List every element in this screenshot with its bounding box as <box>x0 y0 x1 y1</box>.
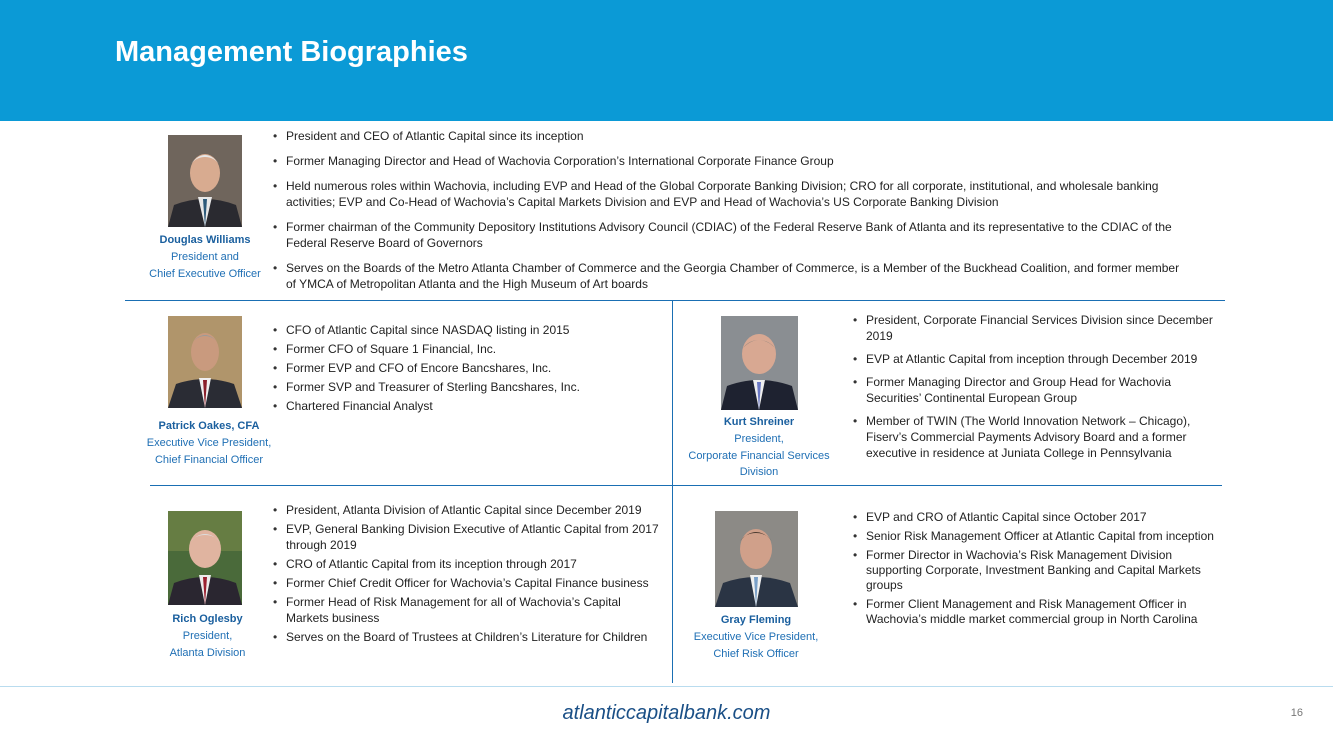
person-name: Rich Oglesby <box>172 613 243 625</box>
bio-bullet: • Former Chief Credit Officer for Wachovia’s Capital Finance business <box>273 575 666 591</box>
person-title: Chief Risk Officer <box>713 648 799 660</box>
rich-oglesby-bio <box>273 502 666 645</box>
bio-bullet: • Senior Risk Management Officer at Atlantic Capital from inception <box>853 529 1223 544</box>
bio-bullet: • CRO of Atlantic Capital from its inception through 2017 <box>273 556 666 572</box>
gray-fleming-bio <box>853 509 1223 627</box>
bio-bullet: • Former Client Management and Risk Management Officer in Wachovia’s middle market commercial group in North Carolina <box>853 597 1223 627</box>
bio-bullet: • CFO of Atlantic Capital since NASDAQ listing in 2015 <box>273 322 663 338</box>
page-number: 16 <box>1290 707 1303 719</box>
kurt-shreiner-photo <box>721 316 798 410</box>
footer-divider <box>0 686 1333 687</box>
header-banner <box>0 0 1333 121</box>
bio-bullet: • Former EVP and CFO of Encore Bancshares, Inc. <box>273 360 663 376</box>
person-title: President and <box>171 251 239 263</box>
gray-fleming-caption <box>686 612 826 663</box>
column-divider <box>672 301 673 683</box>
douglas-williams-caption <box>140 232 270 283</box>
footer-website: atlanticcapitalbank.com <box>562 702 771 724</box>
bio-bullet: • Former chairman of the Community Depository Institutions Advisory Council (CDIAC) of the Federal Reserve Bank of Atlanta and its representative to the CDIAC of the Federal Reserve Board of Governors <box>273 219 1188 251</box>
section-divider <box>125 300 1225 301</box>
bio-bullet: • Held numerous roles within Wachovia, including EVP and Head of the Global Corporate Banking Division; CRO for all corporate, institutional, and wholesale banking activities; EVP and Co-Head of Wachovia’s Capital Markets Division and EVP and Head of Wachovia’s US Corporate Banking Division <box>273 178 1188 210</box>
kurt-shreiner-caption <box>685 414 833 479</box>
bio-bullet: • President, Atlanta Division of Atlantic Capital since December 2019 <box>273 502 666 518</box>
person-title: Atlanta Division <box>169 647 246 659</box>
bio-bullet: • Former SVP and Treasurer of Sterling Bancshares, Inc. <box>273 379 663 395</box>
person-title: Division <box>739 466 779 478</box>
rich-oglesby-caption <box>140 611 275 662</box>
bio-bullet: • Member of TWIN (The World Innovation Network – Chicago), Fiserv’s Commercial Payments Advisory Board and a former executive in residence at Juniata College in Pennsylvania <box>853 413 1218 461</box>
patrick-oakes-photo <box>168 316 242 408</box>
person-name: Gray Fleming <box>720 614 792 626</box>
person-title: Chief Executive Officer <box>149 268 261 280</box>
bio-bullet: • Former Head of Risk Management for all of Wachovia’s Capital Markets business <box>273 594 666 626</box>
douglas-williams-photo <box>168 135 242 227</box>
person-title: President, <box>182 630 233 642</box>
person-title: President, <box>734 433 784 445</box>
bio-bullet: • Serves on the Board of Trustees at Children’s Literature for Children <box>273 629 666 645</box>
section-divider <box>150 485 1222 486</box>
bio-bullet: • President, Corporate Financial Services Division since December 2019 <box>853 312 1218 344</box>
douglas-williams-bio <box>273 128 1188 292</box>
person-name: Douglas Williams <box>159 234 251 246</box>
gray-fleming-photo <box>715 511 798 607</box>
patrick-oakes-bio <box>273 322 663 414</box>
bio-bullet: • President and CEO of Atlantic Capital since its inception <box>273 128 1188 144</box>
person-title: Chief Financial Officer <box>154 454 263 466</box>
bio-bullet: • Former CFO of Square 1 Financial, Inc. <box>273 341 663 357</box>
person-name: Patrick Oakes, CFA <box>158 420 260 432</box>
bio-bullet: • Former Managing Director and Group Head for Wachovia Securities’ Continental European Group <box>853 374 1218 406</box>
bio-bullet: • EVP at Atlantic Capital from inception through December 2019 <box>853 351 1218 367</box>
person-title: Corporate Financial Services <box>688 450 830 462</box>
bio-bullet: • Former Director in Wachovia’s Risk Management Division supporting Corporate, Investment Banking and Capital Markets groups <box>853 548 1223 593</box>
bio-bullet: • Chartered Financial Analyst <box>273 398 663 414</box>
bio-bullet: • Former Managing Director and Head of Wachovia Corporation’s International Corporate Finance Group <box>273 153 1188 169</box>
person-name: Kurt Shreiner <box>723 416 795 428</box>
person-title: Executive Vice President, <box>693 631 819 643</box>
bio-bullet: • EVP, General Banking Division Executive of Atlantic Capital from 2017 through 2019 <box>273 521 666 553</box>
bio-bullet: • EVP and CRO of Atlantic Capital since October 2017 <box>853 509 1223 525</box>
patrick-oakes-caption <box>140 418 278 469</box>
bio-bullet: • Serves on the Boards of the Metro Atlanta Chamber of Commerce and the Georgia Chamber of Commerce, is a Member of the Buckhead Coalition, and former member of YMCA of Metropolitan Atlanta and the High Museum of Art boards <box>273 260 1188 292</box>
page-title: Management Biographies <box>115 36 468 68</box>
kurt-shreiner-bio <box>853 312 1218 461</box>
person-title: Executive Vice President, <box>146 437 272 449</box>
rich-oglesby-photo <box>168 511 242 605</box>
